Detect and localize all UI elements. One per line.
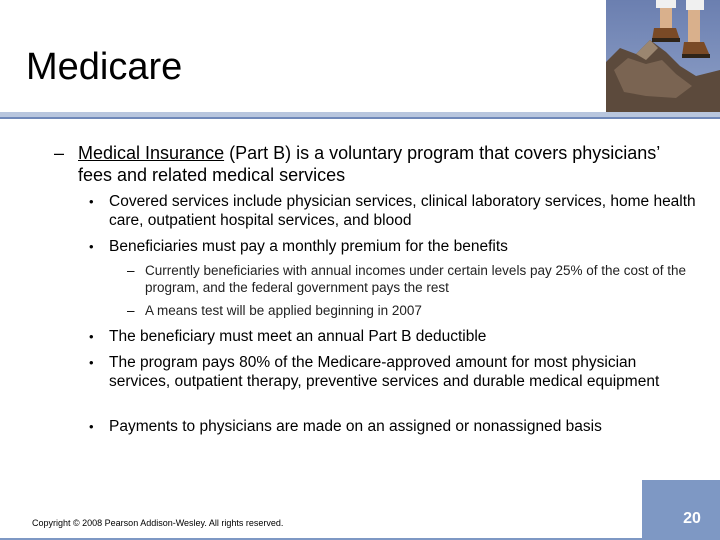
bullet-marker: • (89, 329, 94, 344)
main-point (78, 142, 678, 186)
bullet-item: The program pays 80% of the Medicare-approved amount for most physician services, outpatient therapy, preventive services and durable medical equipment (109, 354, 660, 390)
main-point-dash: – (54, 143, 65, 163)
bullet-item: The beneficiary must meet an annual Part B deductible (109, 328, 487, 345)
bullet-item: Payments to physicians are made on an assigned or nonassigned basis (109, 418, 602, 435)
bullet-item: Covered services include physician services, clinical laboratory services, home health care, outpatient hospital services, and blood (109, 193, 696, 229)
hiker-photo (606, 0, 720, 114)
bullet-marker: • (89, 194, 94, 209)
bullet-marker: • (89, 355, 94, 370)
title-divider (0, 112, 720, 119)
sub-bullet-marker: – (127, 263, 135, 278)
page-number: 20 (683, 510, 701, 527)
sub-bullet-marker: – (127, 303, 135, 318)
bullet-marker: • (89, 419, 94, 434)
main-point-text: (Part B) is a voluntary program that covers physicians’ fees and related medical services (78, 143, 660, 185)
bullet-marker: • (89, 239, 94, 254)
bullet-item: Beneficiaries must pay a monthly premium for the benefits (109, 238, 508, 255)
sub-bullet-item: A means test will be applied beginning in 2007 (145, 303, 422, 318)
sub-bullet-item: Currently beneficiaries with annual incomes under certain levels pay 25% of the cost of the program, and the federal government pays the rest (145, 263, 687, 295)
copyright-notice: Copyright © 2008 Pearson Addison-Wesley. All rights reserved. (32, 518, 284, 528)
slide-title: Medicare (26, 46, 183, 88)
main-point-term: Medical Insurance (78, 143, 225, 163)
